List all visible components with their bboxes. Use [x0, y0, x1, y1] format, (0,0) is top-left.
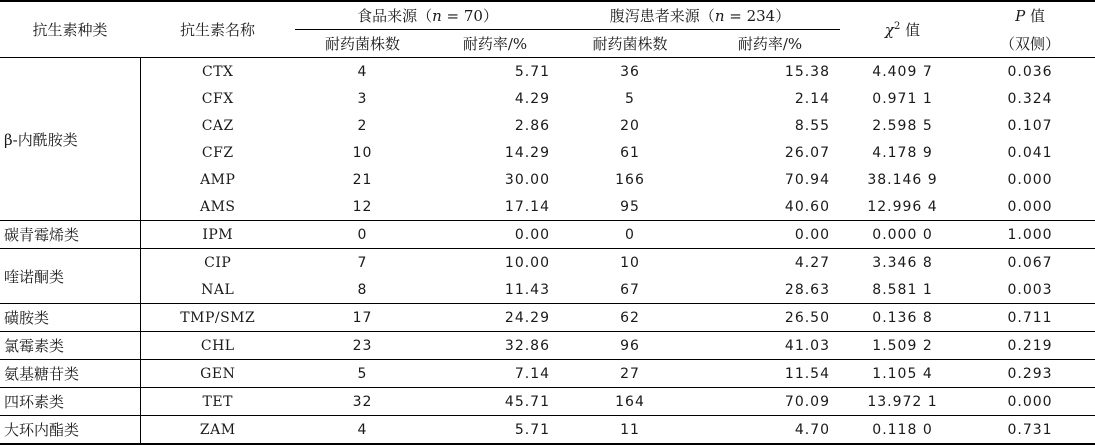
patient-rate: 8.55 — [794, 117, 831, 134]
table-row — [0, 139, 1095, 166]
p-value: 0.000 — [1007, 171, 1053, 188]
patient-rate: 26.50 — [700, 304, 840, 332]
antibiotic-name: CAZ — [140, 112, 295, 139]
antibiotic-name: TET — [140, 388, 295, 416]
chi-square-value: 12.996 4 — [867, 198, 938, 215]
p-value: 0.003 — [1007, 281, 1053, 298]
chi-square-value: 4.409 7 — [872, 63, 933, 80]
antibiotic-name: TMP/SMZ — [140, 304, 295, 332]
patient-rate: 40.60 — [784, 198, 831, 215]
food-count: 8 — [357, 281, 368, 298]
header-food-rate: 耐药率/% — [430, 30, 560, 58]
patient-rate: 11.54 — [700, 360, 840, 388]
table-row — [0, 332, 1095, 360]
food-count: 21 — [352, 171, 373, 188]
header-chi-square: $\chi^2$ 值 — [840, 1, 965, 58]
patient-count: 61 — [620, 144, 640, 161]
category-cell: 喹诺酮类 — [0, 249, 140, 304]
patient-rate: 26.07 — [784, 144, 831, 161]
p-value: 0.107 — [1007, 117, 1053, 134]
header-food-count: 耐药菌株数 — [295, 30, 430, 58]
category-cell: β-内酰胺类 — [4, 130, 78, 149]
table-row — [0, 360, 1095, 388]
table-row — [0, 85, 1095, 112]
category-cell: 氨基糖苷类 — [0, 360, 140, 388]
header-patient-rate: 耐药率/% — [700, 30, 840, 58]
category-cell: 磺胺类 — [0, 304, 140, 332]
patient-count: 0 — [560, 221, 700, 249]
food-count: 4 — [357, 63, 368, 80]
patient-rate: 0.00 — [700, 221, 840, 249]
antibiotic-name: CHL — [140, 332, 295, 360]
patient-count: 166 — [615, 171, 645, 188]
p-value: 0.036 — [1007, 63, 1053, 80]
antibiotic-name: CFZ — [140, 139, 295, 166]
food-rate: 5.71 — [430, 416, 560, 445]
patient-count: 5 — [625, 90, 635, 107]
food-rate: 17.14 — [504, 198, 551, 215]
food-count: 4 — [295, 416, 430, 445]
food-rate: 11.43 — [504, 281, 551, 298]
p-value: 0.000 — [965, 388, 1095, 416]
food-count: 7 — [295, 249, 430, 277]
food-count: 3 — [357, 90, 368, 107]
food-count: 17 — [295, 304, 430, 332]
antibiotic-name: NAL — [140, 276, 295, 304]
p-value: 0.067 — [965, 249, 1095, 277]
chi-square-value: 13.972 1 — [840, 388, 965, 416]
antibiotic-name: CTX — [140, 58, 295, 86]
chi-square-value: 0.971 1 — [872, 90, 933, 107]
chi-square-value: 1.509 2 — [840, 332, 965, 360]
header-row-1 — [0, 1, 1095, 30]
patient-count: 95 — [620, 198, 640, 215]
food-rate: 10.00 — [430, 249, 560, 277]
food-count: 10 — [352, 144, 373, 161]
table-row — [0, 58, 1095, 86]
patient-count: 27 — [560, 360, 700, 388]
table-row — [0, 249, 1095, 277]
antibiotic-name: ZAM — [140, 416, 295, 445]
food-rate: 14.29 — [504, 144, 551, 161]
header-p-value: P 值 — [965, 1, 1095, 30]
antibiotic-name: CIP — [140, 249, 295, 277]
category-cell: 碳青霉烯类 — [0, 221, 140, 249]
p-value: 0.293 — [965, 360, 1095, 388]
food-rate: 7.14 — [430, 360, 560, 388]
p-value: 0.041 — [1007, 144, 1053, 161]
p-value: 0.000 — [1007, 198, 1053, 215]
chi-square-value: 4.178 9 — [872, 144, 933, 161]
patient-count: 67 — [620, 281, 640, 298]
table-row — [0, 166, 1095, 193]
p-value: 0.324 — [1007, 90, 1053, 107]
patient-rate: 28.63 — [784, 281, 831, 298]
patient-count: 36 — [620, 63, 640, 80]
antibiotic-name: IPM — [140, 221, 295, 249]
header-category: 抗生素种类 — [0, 1, 140, 58]
chi-square-value: 0.136 8 — [840, 304, 965, 332]
patient-count: 10 — [560, 249, 700, 277]
table-row — [0, 193, 1095, 221]
patient-rate: 70.94 — [784, 171, 831, 188]
table-row — [0, 304, 1095, 332]
food-count: 12 — [352, 198, 373, 215]
table-row — [0, 221, 1095, 249]
p-value: 1.000 — [965, 221, 1095, 249]
chi-square-value: 1.105 4 — [840, 360, 965, 388]
patient-rate: 41.03 — [700, 332, 840, 360]
food-count: 2 — [357, 117, 368, 134]
chi-square-value: 0.118 0 — [840, 416, 965, 445]
patient-count: 96 — [560, 332, 700, 360]
category-cell: 四环素类 — [0, 388, 140, 416]
food-rate: 4.29 — [514, 90, 551, 107]
chi-square-value: 8.581 1 — [872, 281, 933, 298]
food-rate: 32.86 — [430, 332, 560, 360]
antibiotic-name: GEN — [140, 360, 295, 388]
patient-count: 164 — [560, 388, 700, 416]
patient-rate: 70.09 — [700, 388, 840, 416]
header-p-two-sided: （双侧） — [965, 30, 1095, 58]
patient-rate: 15.38 — [784, 63, 831, 80]
table-row — [0, 112, 1095, 139]
patient-rate: 4.70 — [700, 416, 840, 445]
header-patient-count: 耐药菌株数 — [560, 30, 700, 58]
table-row — [0, 388, 1095, 416]
food-rate: 30.00 — [504, 171, 551, 188]
chi-square-value: 38.146 9 — [867, 171, 938, 188]
chi-square-value: 3.346 8 — [840, 249, 965, 277]
table-body — [0, 58, 1095, 445]
patient-count: 11 — [560, 416, 700, 445]
food-rate: 2.86 — [514, 117, 551, 134]
antibiotic-name: AMS — [140, 193, 295, 221]
header-patient-source: 腹泻患者来源（n = 234） — [560, 1, 840, 30]
p-value: 0.711 — [965, 304, 1095, 332]
food-count: 32 — [295, 388, 430, 416]
patient-count: 20 — [620, 117, 640, 134]
food-count: 5 — [295, 360, 430, 388]
header-name: 抗生素名称 — [140, 1, 295, 58]
p-value: 0.731 — [965, 416, 1095, 445]
chi-square-value: 0.000 0 — [840, 221, 965, 249]
table-row — [0, 276, 1095, 304]
food-rate: 45.71 — [430, 388, 560, 416]
food-count: 0 — [295, 221, 430, 249]
header-food-source: 食品来源（n = 70） — [295, 1, 560, 30]
patient-rate: 2.14 — [794, 90, 831, 107]
antibiotic-name: AMP — [140, 166, 295, 193]
category-cell: 氯霉素类 — [0, 332, 140, 360]
food-rate: 24.29 — [430, 304, 560, 332]
table-row — [0, 416, 1095, 445]
food-rate: 0.00 — [430, 221, 560, 249]
p-value: 0.219 — [965, 332, 1095, 360]
category-cell: 大环内酯类 — [0, 416, 140, 445]
food-count: 23 — [295, 332, 430, 360]
food-rate: 5.71 — [514, 63, 551, 80]
antibiotic-name: CFX — [140, 85, 295, 112]
patient-rate: 4.27 — [700, 249, 840, 277]
patient-count: 62 — [560, 304, 700, 332]
chi-square-value: 2.598 5 — [872, 117, 933, 134]
